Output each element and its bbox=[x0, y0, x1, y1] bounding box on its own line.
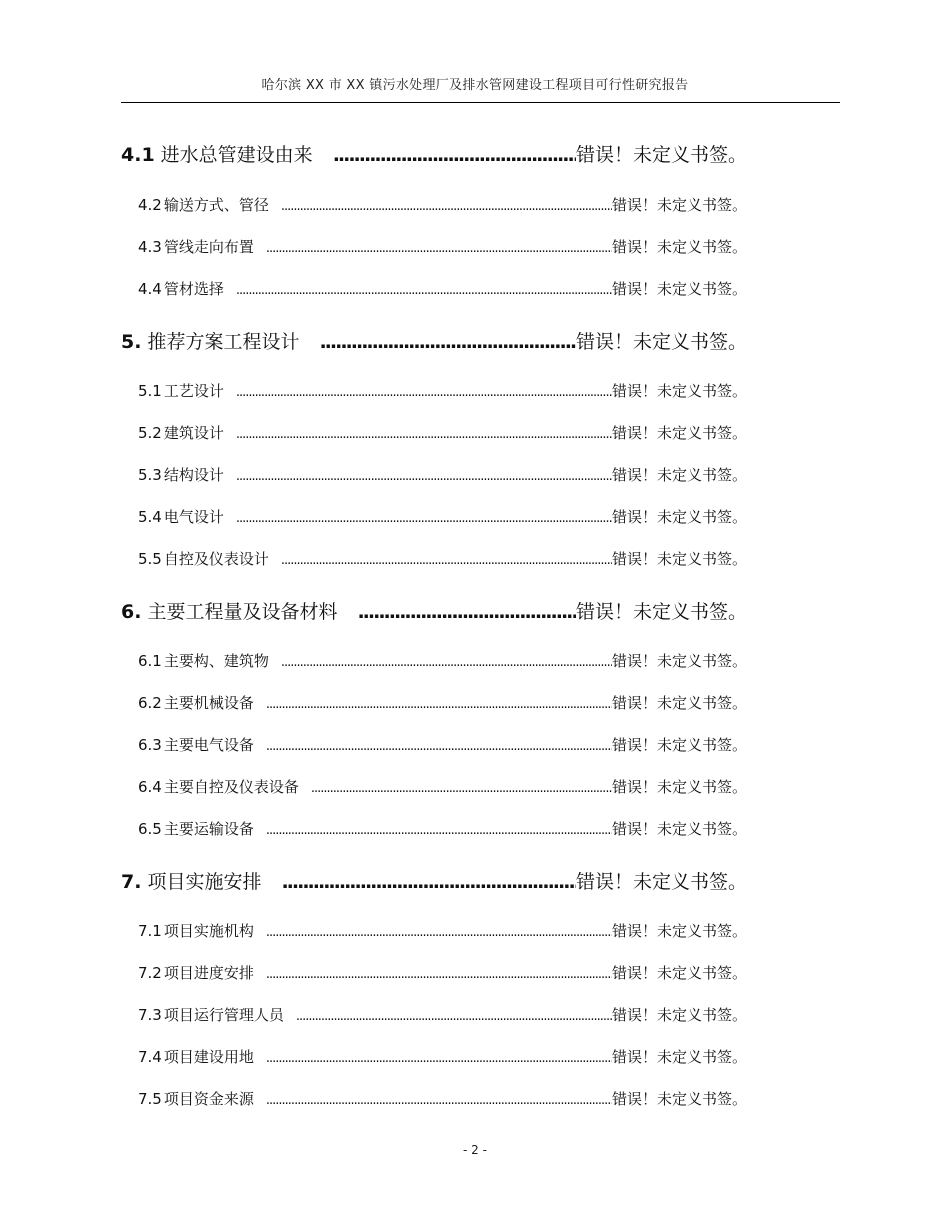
toc-entry-number: 4.3 bbox=[138, 238, 162, 256]
toc-entry-number: 7.4 bbox=[138, 1048, 162, 1066]
toc-page-reference: 错误！未定义书签。 bbox=[611, 382, 747, 400]
toc-page-reference: 错误！未定义书签。 bbox=[611, 1090, 747, 1108]
toc-dot-leader bbox=[266, 697, 612, 712]
toc-entry-number: 6. bbox=[121, 601, 142, 623]
toc-entry-title: 主要运输设备 bbox=[163, 820, 254, 838]
toc-entry-number: 5.5 bbox=[138, 550, 162, 568]
toc-entry-number: 4.1 bbox=[121, 144, 155, 166]
toc-entry-number: 5.3 bbox=[138, 466, 162, 484]
toc-entry-title: 管线走向布置 bbox=[163, 238, 254, 256]
toc-dot-leader bbox=[281, 871, 576, 893]
toc-section-entry[interactable] bbox=[138, 380, 747, 402]
toc-dot-leader bbox=[319, 331, 576, 353]
toc-page-reference: 错误！未定义书签。 bbox=[611, 508, 747, 526]
toc-entry-title: 项目运行管理人员 bbox=[163, 1006, 284, 1024]
toc-dot-leader bbox=[266, 967, 612, 982]
toc-entry-title: 项目资金来源 bbox=[163, 1090, 254, 1108]
toc-section-entry[interactable] bbox=[138, 920, 747, 942]
toc-page-reference: 错误！未定义书签。 bbox=[611, 778, 747, 796]
toc-page-reference: 错误！未定义书签。 bbox=[611, 424, 747, 442]
toc-entry-title: 结构设计 bbox=[163, 466, 224, 484]
toc-dot-leader bbox=[266, 241, 612, 256]
toc-dot-leader bbox=[266, 823, 612, 838]
toc-page-reference: 错误！未定义书签。 bbox=[611, 196, 747, 214]
toc-section-entry[interactable] bbox=[138, 1004, 747, 1026]
toc-dot-leader bbox=[236, 427, 612, 442]
toc-dot-leader bbox=[311, 781, 612, 796]
toc-dot-leader bbox=[236, 511, 612, 526]
toc-dot-leader bbox=[266, 925, 612, 940]
toc-page-reference: 错误！未定义书签。 bbox=[611, 238, 747, 256]
toc-entry-title: 项目实施安排 bbox=[147, 871, 262, 893]
toc-page-reference: 错误！未定义书签。 bbox=[575, 144, 747, 166]
toc-page-reference: 错误！未定义书签。 bbox=[611, 736, 747, 754]
toc-dot-leader bbox=[333, 144, 576, 166]
toc-section-entry[interactable] bbox=[138, 692, 747, 714]
toc-entry-number: 4.2 bbox=[138, 196, 162, 214]
toc-page-reference: 错误！未定义书签。 bbox=[611, 964, 747, 982]
toc-page-reference: 错误！未定义书签。 bbox=[611, 466, 747, 484]
toc-section-entry[interactable] bbox=[138, 548, 747, 570]
toc-entry-number: 4.4 bbox=[138, 280, 162, 298]
toc-dot-leader bbox=[266, 739, 612, 754]
toc-entry-number: 6.4 bbox=[138, 778, 162, 796]
page-number: - 2 - bbox=[463, 1143, 487, 1157]
toc-entry-title: 自控及仪表设计 bbox=[163, 550, 269, 568]
toc-entry-title: 主要机械设备 bbox=[163, 694, 254, 712]
toc-section-entry[interactable] bbox=[138, 776, 747, 798]
toc-page-reference: 错误！未定义书签。 bbox=[611, 280, 747, 298]
toc-page-reference: 错误！未定义书签。 bbox=[611, 922, 747, 940]
toc-chapter-entry[interactable] bbox=[121, 597, 747, 623]
toc-entry-number: 6.1 bbox=[138, 652, 162, 670]
toc-section-entry[interactable] bbox=[138, 734, 747, 756]
toc-entry-title: 主要电气设备 bbox=[163, 736, 254, 754]
toc-section-entry[interactable] bbox=[138, 506, 747, 528]
toc-chapter-entry[interactable] bbox=[121, 140, 747, 166]
toc-entry-title: 项目建设用地 bbox=[163, 1048, 254, 1066]
toc-entry-title: 建筑设计 bbox=[163, 424, 224, 442]
toc-dot-leader bbox=[266, 1051, 612, 1066]
toc-dot-leader bbox=[281, 553, 612, 568]
toc-entry-number: 7.3 bbox=[138, 1006, 162, 1024]
toc-entry-number: 5.4 bbox=[138, 508, 162, 526]
toc-entry-title: 推荐方案工程设计 bbox=[147, 331, 300, 353]
toc-dot-leader bbox=[236, 283, 612, 298]
toc-entry-title: 工艺设计 bbox=[163, 382, 224, 400]
toc-entry-number: 6.3 bbox=[138, 736, 162, 754]
toc-entry-number: 7. bbox=[121, 871, 142, 893]
toc-dot-leader bbox=[281, 199, 612, 214]
toc-section-entry[interactable] bbox=[138, 236, 747, 258]
toc-page-reference: 错误！未定义书签。 bbox=[575, 601, 747, 623]
toc-section-entry[interactable] bbox=[138, 464, 747, 486]
toc-entry-title: 管材选择 bbox=[163, 280, 224, 298]
toc-section-entry[interactable] bbox=[138, 1088, 747, 1110]
header-divider bbox=[121, 102, 840, 103]
toc-section-entry[interactable] bbox=[138, 818, 747, 840]
toc-section-entry[interactable] bbox=[138, 1046, 747, 1068]
toc-page-reference: 错误！未定义书签。 bbox=[611, 820, 747, 838]
toc-dot-leader bbox=[236, 385, 612, 400]
toc-entry-title: 输送方式、管径 bbox=[163, 196, 269, 214]
toc-entry-number: 6.2 bbox=[138, 694, 162, 712]
toc-entry-title: 主要自控及仪表设备 bbox=[163, 778, 299, 796]
page-header: 哈尔滨 XX 市 XX 镇污水处理厂及排水管网建设工程项目可行性研究报告 bbox=[261, 78, 689, 93]
toc-entry-number: 5.2 bbox=[138, 424, 162, 442]
toc-entry-number: 5. bbox=[121, 331, 142, 353]
toc-entry-number: 7.5 bbox=[138, 1090, 162, 1108]
toc-entry-number: 6.5 bbox=[138, 820, 162, 838]
toc-dot-leader bbox=[281, 655, 612, 670]
toc-chapter-entry[interactable] bbox=[121, 867, 747, 893]
toc-section-entry[interactable] bbox=[138, 650, 747, 672]
toc-dot-leader bbox=[296, 1009, 612, 1024]
toc-dot-leader bbox=[357, 601, 576, 623]
toc-chapter-entry[interactable] bbox=[121, 327, 747, 353]
toc-entry-title: 项目进度安排 bbox=[163, 964, 254, 982]
toc-page-reference: 错误！未定义书签。 bbox=[611, 1048, 747, 1066]
toc-section-entry[interactable] bbox=[138, 278, 747, 300]
toc-entry-number: 7.1 bbox=[138, 922, 162, 940]
toc-entry-title: 项目实施机构 bbox=[163, 922, 254, 940]
toc-entry-title: 电气设计 bbox=[163, 508, 224, 526]
toc-section-entry[interactable] bbox=[138, 962, 747, 984]
toc-entry-title: 主要工程量及设备材料 bbox=[147, 601, 338, 623]
toc-page-reference: 错误！未定义书签。 bbox=[611, 550, 747, 568]
toc-entry-number: 5.1 bbox=[138, 382, 162, 400]
toc-page-reference: 错误！未定义书签。 bbox=[611, 652, 747, 670]
toc-page-reference: 错误！未定义书签。 bbox=[611, 1006, 747, 1024]
toc-entry-number: 7.2 bbox=[138, 964, 162, 982]
toc-section-entry[interactable] bbox=[138, 194, 747, 216]
toc-dot-leader bbox=[266, 1093, 612, 1108]
toc-page-reference: 错误！未定义书签。 bbox=[611, 694, 747, 712]
toc-section-entry[interactable] bbox=[138, 422, 747, 444]
toc-page-reference: 错误！未定义书签。 bbox=[575, 871, 747, 893]
toc-entry-title: 进水总管建设由来 bbox=[160, 144, 313, 166]
toc-page-reference: 错误！未定义书签。 bbox=[575, 331, 747, 353]
toc-entry-title: 主要构、建筑物 bbox=[163, 652, 269, 670]
toc-dot-leader bbox=[236, 469, 612, 484]
